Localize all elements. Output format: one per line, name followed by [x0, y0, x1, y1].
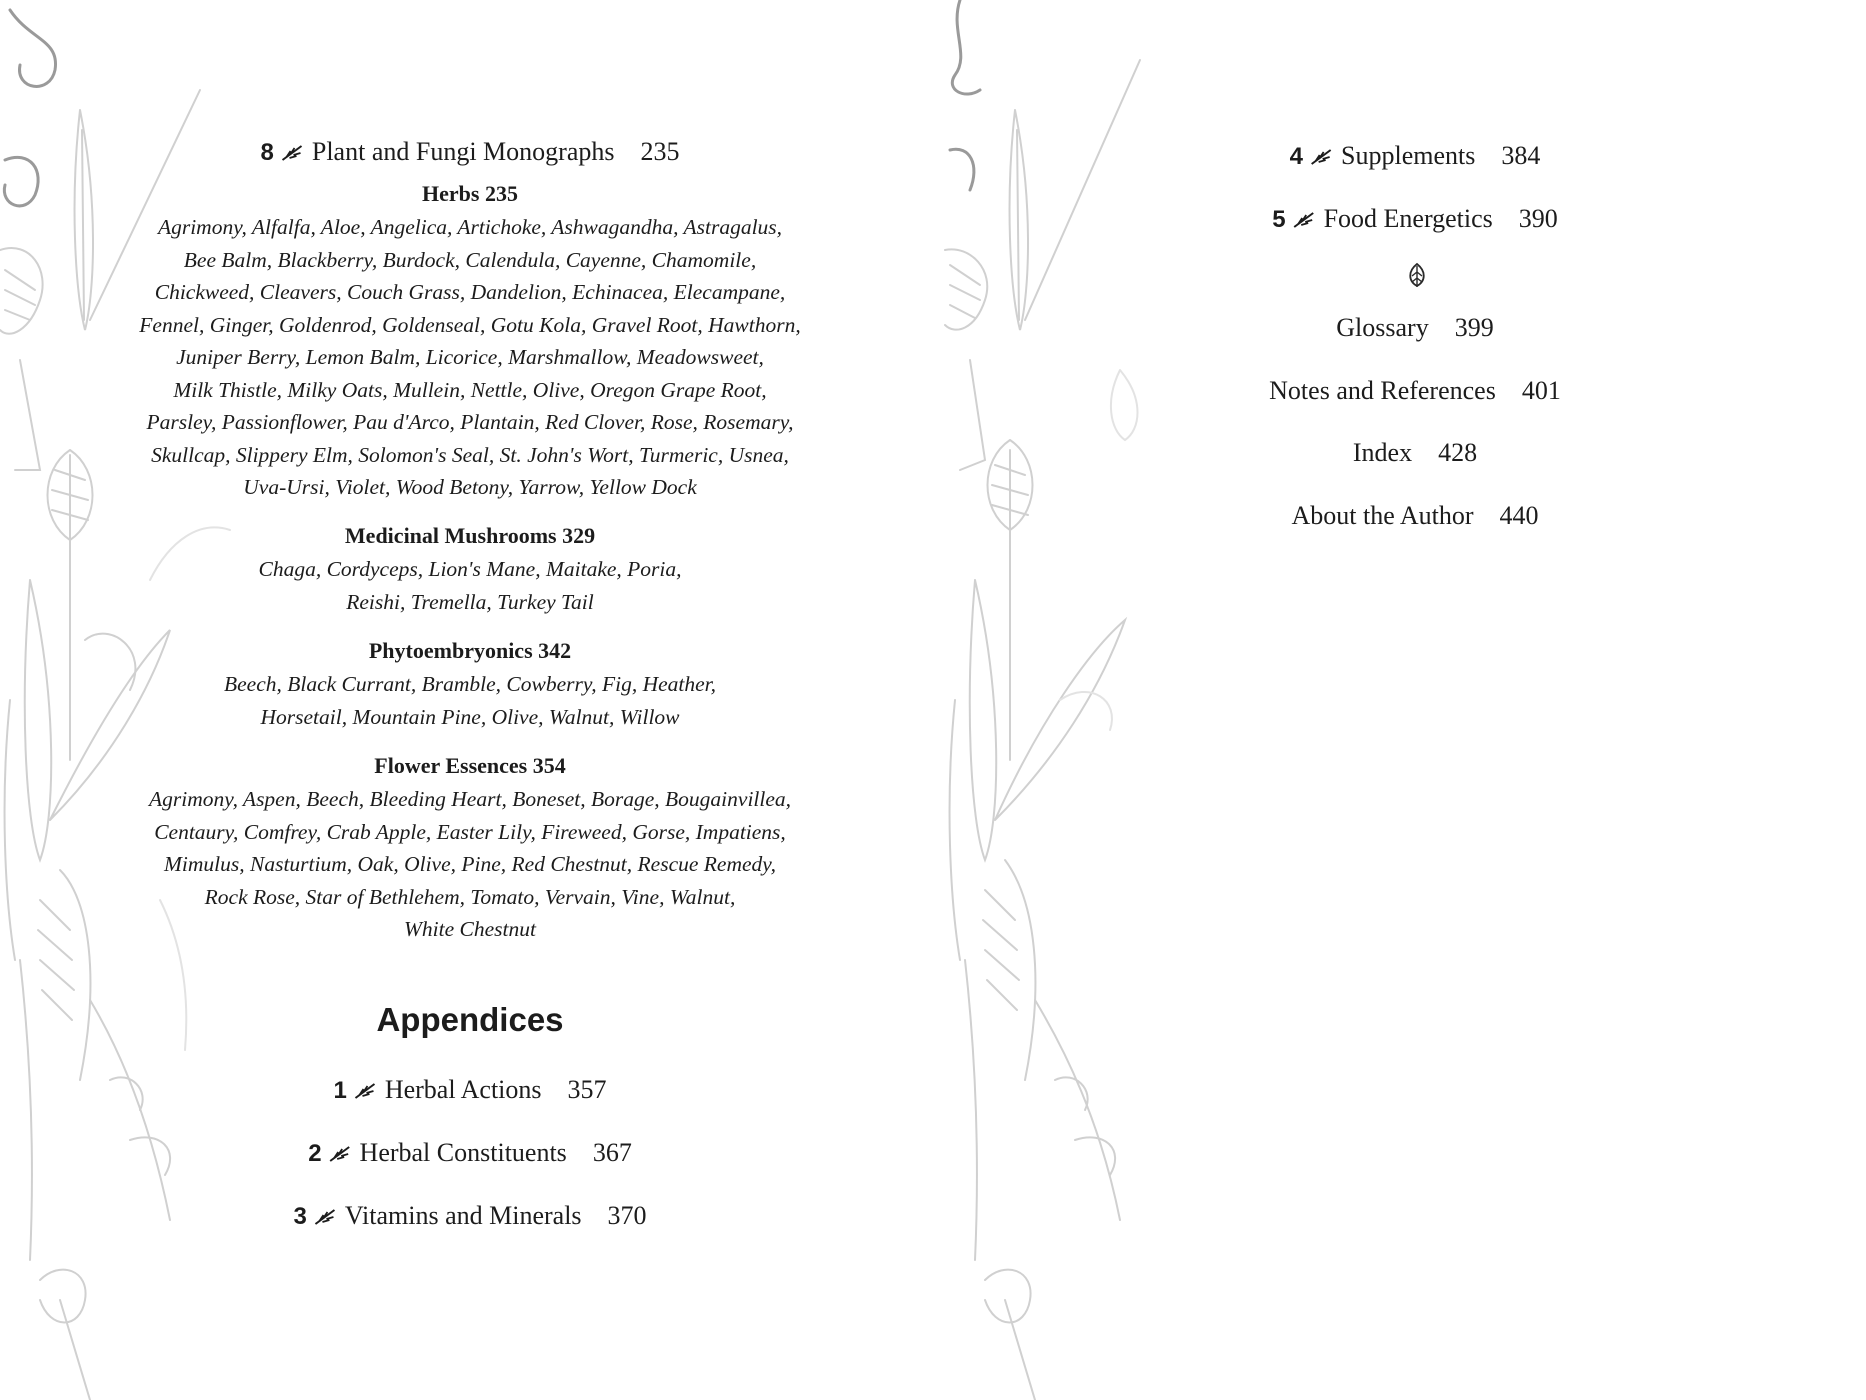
entry-title: Glossary — [1336, 313, 1429, 342]
herb-sprig-icon — [355, 1074, 377, 1106]
notes-and-references-entry[interactable] — [1269, 375, 1561, 407]
list-line: Juniper Berry, Lemon Balm, Licorice, Marshmallow, Meadowsweet, — [176, 345, 764, 369]
page-number: 235 — [640, 137, 680, 166]
list-line: Agrimony, Aspen, Beech, Bleeding Heart, Boneset, Borage, Bougainvillea, — [148, 787, 792, 811]
herb-sprig-icon — [330, 1137, 352, 1169]
section-heading-phytoembryonics: Phytoembryonics 342 — [368, 638, 572, 663]
list-line: Uva-Ursi, Violet, Wood Betony, Yarrow, Yellow Dock — [243, 475, 697, 499]
list-line: Rock Rose, Star of Bethlehem, Tomato, Vervain, Vine, Walnut, — [204, 884, 736, 909]
page-number: 367 — [592, 1138, 632, 1167]
list-line: Fennel, Ginger, Goldenrod, Goldenseal, Gotu Kola, Gravel Root, Hawthorn, — [139, 312, 801, 337]
page-number: 357 — [567, 1075, 607, 1104]
chapter-8-entry[interactable] — [261, 136, 680, 169]
appendix-5-entry[interactable] — [1272, 203, 1558, 236]
index-entry[interactable] — [1353, 437, 1477, 469]
flower-essences-list — [149, 783, 791, 946]
appendix-number: 4 — [1289, 143, 1304, 170]
entry-title: Index — [1352, 438, 1413, 467]
mushrooms-list — [258, 553, 681, 618]
leaf-ornament-icon — [1406, 262, 1428, 293]
list-line: Chaga, Cordyceps, Lion's Mane, Maitake, Poria, — [258, 557, 682, 581]
appendix-title: Vitamins and Minerals — [344, 1201, 582, 1230]
appendix-number: 5 — [1272, 206, 1286, 233]
section-heading-mushrooms: Medicinal Mushrooms 329 — [344, 523, 596, 548]
entry-title: About the Author — [1291, 501, 1474, 530]
page-number: 440 — [1499, 501, 1539, 530]
appendix-title: Herbal Actions — [384, 1075, 542, 1104]
appendix-title: Food Energetics — [1323, 204, 1493, 233]
appendices-heading: Appendices — [376, 1001, 564, 1038]
list-line: Beech, Black Currant, Bramble, Cowberry, Fig, Heather, — [223, 672, 717, 696]
list-line: Centaury, Comfrey, Crab Apple, Easter Lily, Fireweed, Gorse, Impatiens, — [154, 819, 786, 844]
list-line: Reishi, Tremella, Turkey Tail — [346, 589, 594, 614]
appendix-4-entry[interactable] — [1290, 140, 1541, 173]
list-line: Parsley, Passionflower, Pau d'Arco, Plantain, Red Clover, Rose, Rosemary, — [146, 410, 794, 434]
chapter-number: 8 — [260, 139, 274, 166]
appendix-number: 1 — [333, 1077, 347, 1104]
appendix-title: Supplements — [1341, 141, 1476, 170]
appendix-number: 3 — [293, 1203, 307, 1230]
appendix-2-entry[interactable] — [308, 1137, 632, 1170]
glossary-entry[interactable] — [1336, 312, 1493, 344]
herb-sprig-icon — [1294, 203, 1316, 235]
appendix-number: 2 — [308, 1140, 322, 1167]
section-heading-herbs: Herbs 235 — [422, 181, 518, 206]
page-number: 390 — [1518, 204, 1558, 233]
phytoembryonics-list — [224, 668, 716, 733]
appendix-3-entry[interactable] — [293, 1200, 646, 1233]
page-number: 399 — [1454, 313, 1494, 342]
page-number: 384 — [1501, 141, 1541, 170]
entry-title: Notes and References — [1269, 376, 1496, 405]
herb-sprig-icon — [1311, 140, 1333, 172]
herb-sprig-icon — [282, 136, 304, 168]
herb-sprig-icon — [315, 1200, 337, 1232]
chapter-title: Plant and Fungi Monographs — [311, 137, 615, 166]
appendix-1-entry[interactable] — [333, 1074, 606, 1107]
list-line: Horsetail, Mountain Pine, Olive, Walnut, Willow — [260, 704, 680, 729]
list-line: Mimulus, Nasturtium, Oak, Olive, Pine, Red Chestnut, Rescue Remedy, — [163, 852, 777, 876]
list-line: Chickweed, Cleavers, Couch Grass, Dandelion, Echinacea, Elecampane, — [154, 280, 786, 304]
appendix-title: Herbal Constituents — [359, 1138, 567, 1167]
page-number: 428 — [1438, 438, 1478, 467]
list-line: Bee Balm, Blackberry, Burdock, Calendula, Cayenne, Chamomile, — [183, 247, 757, 272]
about-the-author-entry[interactable] — [1292, 500, 1539, 532]
list-line: Agrimony, Alfalfa, Aloe, Angelica, Artichoke, Ashwagandha, Astragalus, — [157, 215, 783, 239]
herbs-list — [139, 211, 800, 504]
section-heading-flower-essences: Flower Essences 354 — [374, 753, 566, 778]
list-line: Milk Thistle, Milky Oats, Mullein, Nettle, Olive, Oregon Grape Root, — [173, 377, 767, 402]
page-number: 370 — [607, 1201, 647, 1230]
list-line: White Chestnut — [404, 917, 536, 941]
page-number: 401 — [1521, 376, 1561, 405]
list-line: Skullcap, Slippery Elm, Solomon's Seal, St. John's Wort, Turmeric, Usnea, — [151, 442, 789, 467]
